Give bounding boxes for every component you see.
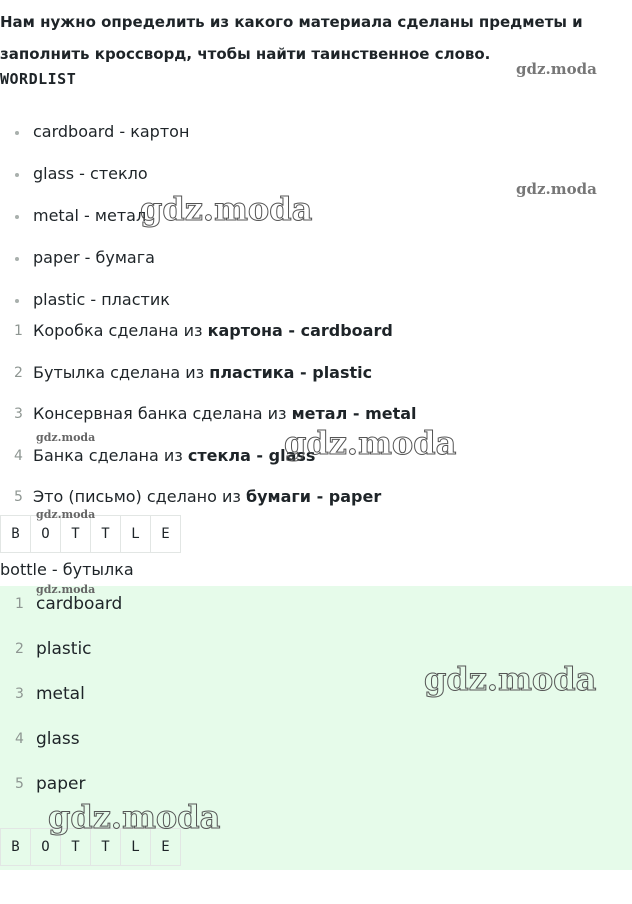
bullet-icon — [15, 131, 19, 135]
grid-cell: E — [151, 515, 181, 553]
watermark: gdz.moda — [36, 583, 96, 596]
answer-item: 4 glass — [15, 729, 80, 749]
answer-item: 2 plastic — [15, 639, 92, 659]
watermark: gdz.moda — [48, 798, 221, 836]
sentence-item: 2 Бутылка сделана из пластика - plastic — [14, 362, 373, 382]
watermark: gdz.moda — [140, 190, 313, 228]
answer-item: 5 paper — [15, 774, 86, 794]
wordlist-item: cardboard - картон — [0, 113, 600, 155]
watermark: gdz.moda — [36, 508, 96, 521]
answer-list — [0, 586, 600, 811]
watermark: gdz.moda — [36, 431, 96, 444]
grid-cell: T — [61, 515, 91, 553]
grid-cell: T — [91, 828, 121, 866]
watermark: gdz.moda — [516, 60, 597, 78]
sentence-list — [0, 312, 600, 520]
watermark: gdz.moda — [516, 180, 597, 198]
watermark: gdz.moda — [284, 424, 457, 462]
grid-cell: B — [0, 828, 31, 866]
grid-cell: L — [121, 828, 151, 866]
wordlist-item: paper - бумага — [0, 239, 600, 281]
bullet-icon — [15, 173, 19, 177]
watermark: gdz.moda — [424, 660, 597, 698]
bullet-icon — [15, 257, 19, 261]
bullet-icon — [15, 299, 19, 303]
bullet-icon — [15, 215, 19, 219]
grid-cell: L — [121, 515, 151, 553]
grid-cell: E — [151, 828, 181, 866]
grid-cell: O — [31, 828, 61, 866]
wordlist-item: metal - метал — [0, 197, 600, 239]
sentence-item: 3 Консервная банка сделана из метал - metal — [14, 404, 417, 423]
answer-item: 3 metal — [15, 684, 85, 704]
wordlist-item: plastic - пластик — [0, 281, 600, 323]
grid-cell: O — [31, 515, 61, 553]
answer-item: 1 cardboard — [15, 594, 123, 614]
translation: bottle - бутылка — [0, 560, 134, 579]
task-intro: Нам нужно определить из какого материала сделаны предметы и заполнить кроссворд, чтобы найти таинственное слово. — [0, 13, 583, 63]
wordlist-item: glass - стекло — [0, 155, 600, 197]
grid-cell: T — [61, 828, 91, 866]
grid-cell: T — [91, 515, 121, 553]
sentence-item: 1 Коробка сделана из картона - cardboard — [14, 321, 393, 340]
sentence-item: 4 Банка сделана из стекла - glass — [14, 445, 316, 465]
wordlist-title: WORDLIST — [0, 70, 77, 88]
sentence-item: 5 Это (письмо) сделано из бумаги - paper — [14, 487, 382, 506]
grid-cell: B — [0, 515, 31, 553]
